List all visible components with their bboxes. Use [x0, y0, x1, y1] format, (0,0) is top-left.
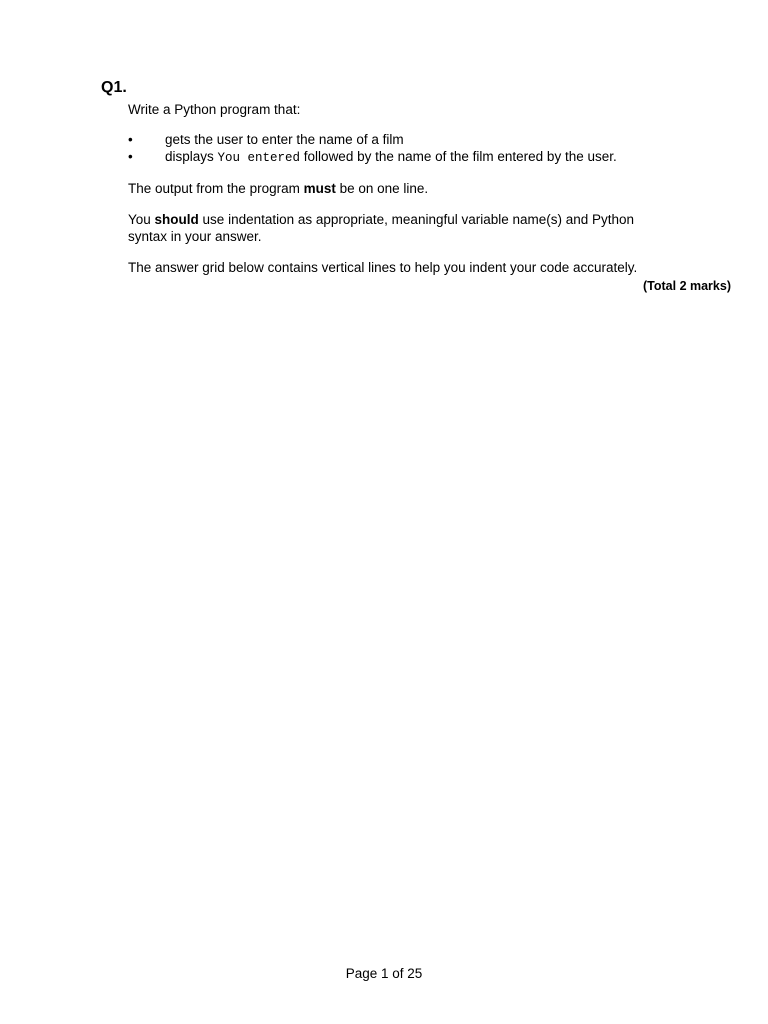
question-number: Q1. — [101, 79, 127, 96]
indentation-requirement-emphasis: should — [154, 212, 199, 227]
list-item — [128, 148, 728, 165]
list-item-suffix: followed by the name of the film entered by the user. — [300, 149, 617, 164]
bullet-icon: • — [128, 132, 133, 147]
code-snippet: You entered — [217, 151, 301, 165]
list-item-prefix: displays — [165, 149, 218, 164]
requirements-list — [128, 131, 728, 165]
page-number: Page 1 of 25 — [345, 966, 423, 981]
bullet-icon: • — [128, 149, 133, 164]
list-item-text — [165, 148, 617, 167]
indentation-requirement — [128, 211, 673, 245]
list-item-text: gets the user to enter the name of a film — [165, 132, 404, 147]
output-requirement-before: The output from the program — [128, 181, 304, 196]
indentation-requirement-before: You — [128, 212, 155, 227]
list-item — [128, 131, 728, 148]
total-marks: (Total 2 marks) — [643, 279, 731, 293]
output-requirement — [128, 180, 688, 197]
question-intro: Write a Python program that: — [128, 102, 301, 117]
output-requirement-emphasis: must — [303, 181, 336, 196]
answer-grid-note: The answer grid below contains vertical lines to help you indent your code accurately. — [128, 260, 638, 275]
output-requirement-after: be on one line. — [335, 181, 429, 196]
indentation-requirement-after: use indentation as appropriate, meaningful variable name(s) and Python syntax in your answer. — [128, 212, 635, 244]
